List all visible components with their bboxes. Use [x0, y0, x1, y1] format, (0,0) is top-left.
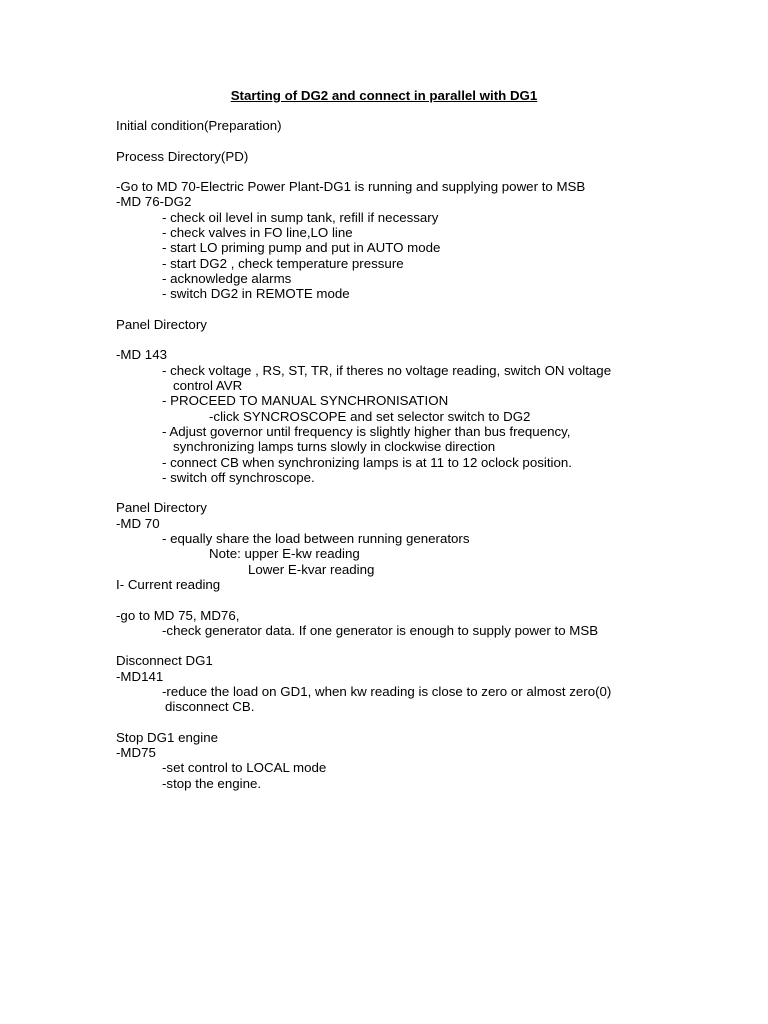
text-line [0, 684, 768, 699]
text-line [0, 409, 768, 424]
blank-line [0, 133, 768, 148]
blank-line [0, 715, 768, 730]
text-line [0, 393, 768, 408]
line-text: -reduce the load on GD1, when kw reading is close to zero or almost zero(0) [162, 683, 612, 699]
line-text: synchronizing lamps turns slowly in clockwise direction [173, 439, 496, 455]
blank-line [0, 332, 768, 347]
text-line [0, 194, 768, 209]
text-line [0, 271, 768, 286]
line-text: Initial condition(Preparation) [116, 118, 282, 133]
text-line [0, 745, 768, 760]
text-line [0, 562, 768, 577]
document-title: Starting of DG2 and connect in parallel with DG1 [230, 88, 538, 103]
line-text: Note: upper E-kw reading [209, 546, 360, 562]
text-line [0, 470, 768, 485]
blank-line [0, 638, 768, 653]
text-line [0, 699, 768, 714]
line-text: - check oil level in sump tank, refill if necessary [162, 209, 439, 225]
text-line [0, 179, 768, 194]
text-line [0, 500, 768, 515]
text-line [0, 149, 768, 164]
line-text: - start DG2 , check temperature pressure [162, 255, 404, 271]
document-body [0, 118, 768, 791]
line-text: - PROCEED TO MANUAL SYNCHRONISATION [162, 393, 449, 409]
text-line [0, 118, 768, 133]
text-line [0, 439, 768, 454]
text-line [0, 669, 768, 684]
text-line [0, 317, 768, 332]
blank-line [0, 302, 768, 317]
line-text: control AVR [173, 378, 243, 394]
line-text: - Adjust governor until frequency is slightly higher than bus frequency, [162, 423, 571, 439]
line-text: -stop the engine. [162, 775, 262, 791]
line-text: - start LO priming pump and put in AUTO mode [162, 240, 441, 256]
line-text: - connect CB when synchronizing lamps is at 11 to 12 oclock position. [162, 454, 572, 470]
line-text: -MD141 [116, 668, 164, 684]
text-line [0, 608, 768, 623]
blank-line [0, 592, 768, 607]
text-line [0, 623, 768, 638]
line-text: - check voltage , RS, ST, TR, if theres no voltage reading, switch ON voltage [162, 362, 612, 378]
text-line [0, 577, 768, 592]
line-text: -set control to LOCAL mode [162, 760, 327, 776]
line-text: disconnect CB. [165, 699, 255, 715]
line-text: Panel Directory [116, 316, 207, 332]
line-text: -go to MD 75, MD76, [116, 607, 240, 623]
text-line [0, 347, 768, 362]
line-text: -MD 76-DG2 [116, 194, 192, 210]
text-line [0, 424, 768, 439]
line-text: I- Current reading [116, 576, 221, 592]
line-text: Stop DG1 engine [116, 729, 219, 745]
text-line [0, 516, 768, 531]
line-text: Lower E-kvar reading [248, 561, 375, 577]
line-text: -Go to MD 70-Electric Power Plant-DG1 is running and supplying power to MSB [116, 179, 586, 195]
text-line [0, 363, 768, 378]
blank-line [0, 164, 768, 179]
text-line [0, 378, 768, 393]
text-line [0, 531, 768, 546]
line-text: -check generator data. If one generator is enough to supply power to MSB [162, 622, 599, 638]
text-line [0, 546, 768, 561]
text-line [0, 776, 768, 791]
text-line [0, 256, 768, 271]
line-text: - acknowledge alarms [162, 270, 292, 286]
text-line [0, 225, 768, 240]
line-text: -MD 143 [116, 347, 167, 363]
text-line [0, 455, 768, 470]
line-text: -MD 70 [116, 515, 160, 531]
text-line [0, 760, 768, 775]
line-text: Panel Directory [116, 500, 207, 516]
text-line [0, 210, 768, 225]
text-line [0, 730, 768, 745]
line-text: Process Directory(PD) [116, 148, 249, 164]
line-text: - check valves in FO line,LO line [162, 225, 353, 241]
text-line [0, 653, 768, 668]
text-line [0, 286, 768, 301]
line-text: -MD75 [116, 745, 156, 761]
line-text: -click SYNCROSCOPE and set selector switch to DG2 [209, 408, 531, 424]
line-text: Disconnect DG1 [116, 653, 213, 669]
line-text: - switch off synchroscope. [162, 469, 315, 485]
text-line [0, 240, 768, 255]
line-text: - switch DG2 in REMOTE mode [162, 286, 350, 302]
blank-line [0, 485, 768, 500]
line-text: - equally share the load between running generators [162, 531, 470, 547]
